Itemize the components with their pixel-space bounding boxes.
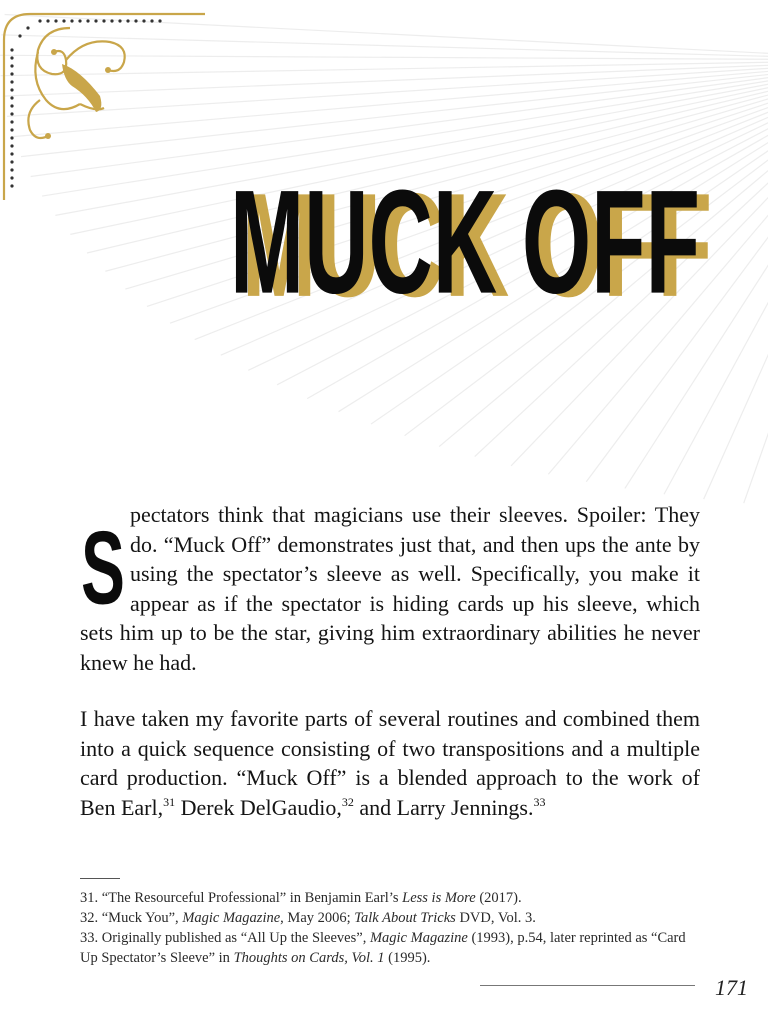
paragraph-2-mid-2: and Larry Jennings. bbox=[353, 794, 534, 820]
body-text bbox=[80, 500, 700, 822]
footnote-ref-33[interactable]: 33 bbox=[533, 794, 546, 809]
paragraph-1 bbox=[80, 500, 700, 677]
footnote-ref-31[interactable]: 31 bbox=[163, 794, 176, 809]
footnote-32: 32. “Muck You”, Magic Magazine, May 2006; Talk About Tricks DVD, Vol. 3. bbox=[80, 910, 536, 926]
paragraph-2 bbox=[80, 704, 700, 822]
title-shadow: MUCK OFF bbox=[242, 162, 713, 328]
footnote-end-rule bbox=[480, 985, 695, 986]
page-number: 171 bbox=[715, 975, 748, 1000]
title-text: MUCK OFF bbox=[230, 158, 701, 324]
paragraph-2-lead: I have taken my favorite parts of several routines and combined them into a quick sequence consisting of two transpositions and a multiple card production. “Muck Off” is a blended approach to the work of Ben Earl, bbox=[80, 706, 700, 820]
drop-cap-letter: S bbox=[81, 509, 125, 626]
footnote-ref-32[interactable]: 32 bbox=[341, 794, 354, 809]
drop-cap bbox=[80, 506, 125, 626]
footnote-divider bbox=[80, 878, 120, 879]
footnote-33: 33. Originally published as “All Up the Sleeves”, Magic Magazine (1993), p.54, later reprinted as “Card Up Spectator’s Sleeve” in Thoughts on Cards, Vol. 1 (1995). bbox=[80, 930, 686, 966]
paragraph-2-mid-1: Derek DelGaudio, bbox=[175, 794, 342, 820]
chapter-title bbox=[215, 145, 715, 328]
footnotes bbox=[80, 888, 700, 968]
paragraph-1-text: pectators think that magicians use their sleeves. Spoiler: They do. “Muck Off” demonstrates just that, and then ups the ante by using the spectator’s sleeve as well. Specifically, you make it appear as if the spectator is hiding cards up his sleeve, which sets him up to be the star, giving him extraordinary abilities he never knew he had. bbox=[80, 502, 700, 675]
footnote-31: 31. “The Resourceful Professional” in Benjamin Earl’s Less is More (2017). bbox=[80, 890, 522, 906]
gold-flourish-corner-icon bbox=[0, 0, 210, 210]
